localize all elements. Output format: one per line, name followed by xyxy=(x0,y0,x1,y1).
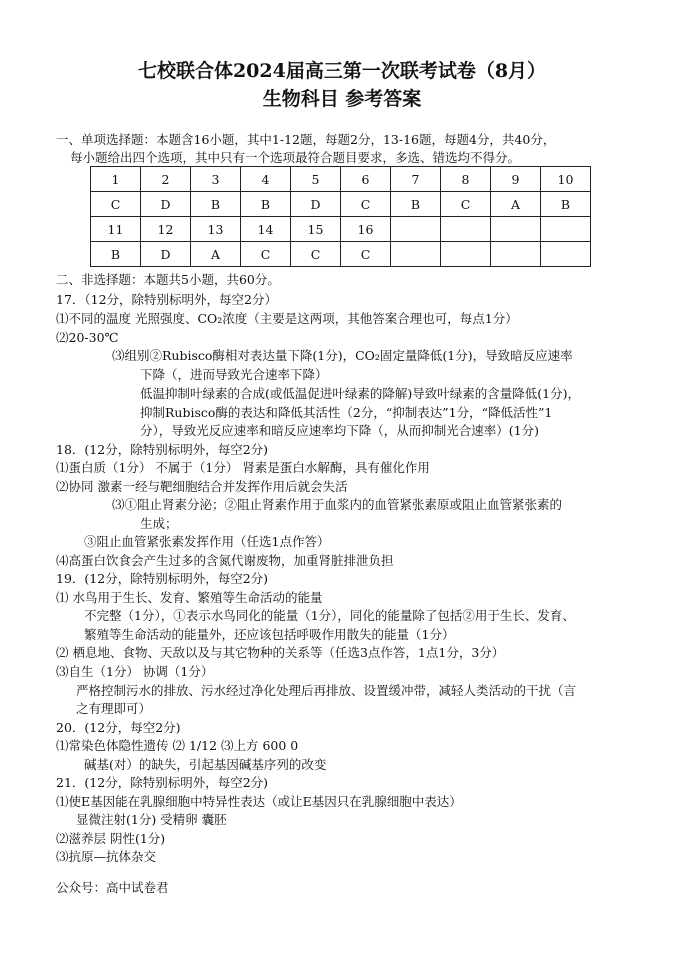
answer-cell: C xyxy=(341,192,391,217)
q21-answer-3: ⑶抗原—抗体杂交 xyxy=(56,849,157,864)
question-number-cell: 7 xyxy=(391,167,441,192)
answer-cell: C xyxy=(241,242,291,267)
q21-answer-1-cont: 显微注射(1分) 受精卵 囊胚 xyxy=(76,812,227,827)
q18-answer-3: ⑶①阻止肾素分泌；②阻止肾素作用于血浆内的血管紧张素原或阻止血管紧张素的 xyxy=(112,497,563,512)
q19-answer-3-cont: 严格控制污水的排放、污水经过净化处理后再排放、设置缓冲带，减轻人类活动的干扰（言 xyxy=(76,683,577,698)
answer-cell: C xyxy=(91,192,141,217)
section1-instruction: 一、单项选择题：本题含16小题，其中1-12题，每题2分，13-16题，每题4分，共40分， xyxy=(56,132,556,147)
answer-cell: D xyxy=(291,192,341,217)
q18-heading: 18．(12分，除特别标明外，每空2分) xyxy=(56,442,269,457)
answer-cell: B xyxy=(191,192,241,217)
q19-answer-3: ⑶自生（1分） 协调（1分） xyxy=(56,664,214,679)
answer-cell xyxy=(441,242,491,267)
question-number-cell: 1 xyxy=(91,167,141,192)
answer-cell: C xyxy=(341,242,391,267)
exam-title: 七校联合体2024届高三第一次联考试卷（8月） xyxy=(137,60,547,82)
question-number-cell: 11 xyxy=(91,217,141,242)
question-number-cell: 13 xyxy=(191,217,241,242)
section2-heading: 二、非选择题：本题共5小题，共60分。 xyxy=(56,272,280,287)
question-number-cell: 16 xyxy=(341,217,391,242)
answer-cell: C xyxy=(291,242,341,267)
q17-answer-3: ⑶组别②Rubisco酶相对表达量下降(1分)，CO₂固定量降低(1分)，导致暗反应速率 xyxy=(112,348,573,363)
question-number-cell: 10 xyxy=(541,167,591,192)
answer-table-row xyxy=(91,192,591,217)
q20-heading: 20．(12分，每空2分) xyxy=(56,720,181,735)
answer-cell: A xyxy=(191,242,241,267)
q17-answer-4-cont2: 分），导致光反应速率和暗反应速率均下降（，从而抑制光合速率）(1分) xyxy=(140,423,539,438)
question-number-cell: 3 xyxy=(191,167,241,192)
answer-cell: D xyxy=(141,192,191,217)
question-number-cell: 5 xyxy=(291,167,341,192)
section1-instruction-cont: 每小题给出四个选项，其中只有一个选项最符合题目要求，多选、错选均不得分。 xyxy=(70,150,521,165)
q18-answer-2: ⑵协同 激素一经与靶细胞结合并发挥作用后就会失活 xyxy=(56,479,348,494)
question-number-cell: 8 xyxy=(441,167,491,192)
answer-cell xyxy=(541,242,591,267)
q21-heading: 21．(12分，除特别标明外，每空2分) xyxy=(56,775,269,790)
q18-answer-4: ⑷高蛋白饮食会产生过多的含氮代谢废物，加重肾脏排泄负担 xyxy=(56,553,394,568)
answer-cell xyxy=(391,242,441,267)
q17-answer-3-cont: 下降（，进而导致光合速率下降） xyxy=(140,367,328,382)
answer-table-row xyxy=(91,217,591,242)
q21-answer-2: ⑵滋养层 阴性(1分) xyxy=(56,831,166,846)
footer-note: 公众号：高中试卷君 xyxy=(56,880,169,895)
question-number-cell xyxy=(491,217,541,242)
q17-answer-2: ⑵20-30℃ xyxy=(56,330,119,345)
q20-answer-2: 碱基(对）的缺失，引起基因碱基序列的改变 xyxy=(84,757,327,772)
q17-heading: 17．（12分，除特别标明外，每空2分） xyxy=(56,292,278,307)
exam-subtitle: 生物科目 参考答案 xyxy=(262,88,422,110)
q19-answer-3-cont2: 之有理即可） xyxy=(76,701,152,716)
answer-cell: B xyxy=(541,192,591,217)
answer-table xyxy=(90,166,591,267)
q18-answer-1: ⑴蛋白质（1分） 不属于（1分） 肾素是蛋白水解酶，具有催化作用 xyxy=(56,460,430,475)
answer-table-row xyxy=(91,242,591,267)
answer-cell xyxy=(491,242,541,267)
answer-cell: B xyxy=(241,192,291,217)
answer-cell: B xyxy=(391,192,441,217)
question-number-cell xyxy=(391,217,441,242)
question-number-cell: 4 xyxy=(241,167,291,192)
q19-answer-1-cont2: 繁殖等生命活动的能量外，还应该包括呼吸作用散失的能量（1分） xyxy=(84,627,455,642)
answer-cell: D xyxy=(141,242,191,267)
q18-answer-3-cont: 生成； xyxy=(140,516,178,531)
q17-answer-1: ⑴不同的温度 光照强度、CO₂浓度（主要是这两项，其他答案合理也可，每点1分） xyxy=(56,311,518,326)
question-number-cell: 14 xyxy=(241,217,291,242)
question-number-cell xyxy=(541,217,591,242)
question-number-cell: 6 xyxy=(341,167,391,192)
q18-answer-3-cont2: ③阻止血管紧张素发挥作用（任选1点作答） xyxy=(84,534,330,549)
question-number-cell: 9 xyxy=(491,167,541,192)
question-number-cell: 12 xyxy=(141,217,191,242)
q17-answer-4-cont: 抑制Rubisco酶的表达和降低其活性（2分，“抑制表达”1分，“降低活性”1 xyxy=(140,405,553,420)
answer-cell: B xyxy=(91,242,141,267)
answer-cell: C xyxy=(441,192,491,217)
answer-cell: A xyxy=(491,192,541,217)
q19-answer-2: ⑵ 栖息地、食物、天敌以及与其它物种的关系等（任选3点作答，1点1分，3分） xyxy=(56,645,505,660)
q20-answer-1: ⑴常染色体隐性遗传 ⑵ 1/12 ⑶上方 600 0 xyxy=(56,738,299,753)
question-number-cell: 15 xyxy=(291,217,341,242)
q21-answer-1: ⑴使E基因能在乳腺细胞中特异性表达（或让E基因只在乳腺细胞中表达） xyxy=(56,794,462,809)
question-number-cell: 2 xyxy=(141,167,191,192)
q19-heading: 19．(12分，除特别标明外，每空2分) xyxy=(56,571,269,586)
q17-answer-4: 低温抑制叶绿素的合成(或低温促进叶绿素的降解)导致叶绿素的含量降低(1分)， xyxy=(140,386,580,401)
question-number-cell xyxy=(441,217,491,242)
answer-table-row xyxy=(91,167,591,192)
q19-answer-1-cont: 不完整（1分），①表示水鸟同化的能量（1分），同化的能量除了包括②用于生长、发育、 xyxy=(84,608,575,623)
q19-answer-1: ⑴ 水鸟用于生长、发育、繁殖等生命活动的能量 xyxy=(56,590,323,605)
